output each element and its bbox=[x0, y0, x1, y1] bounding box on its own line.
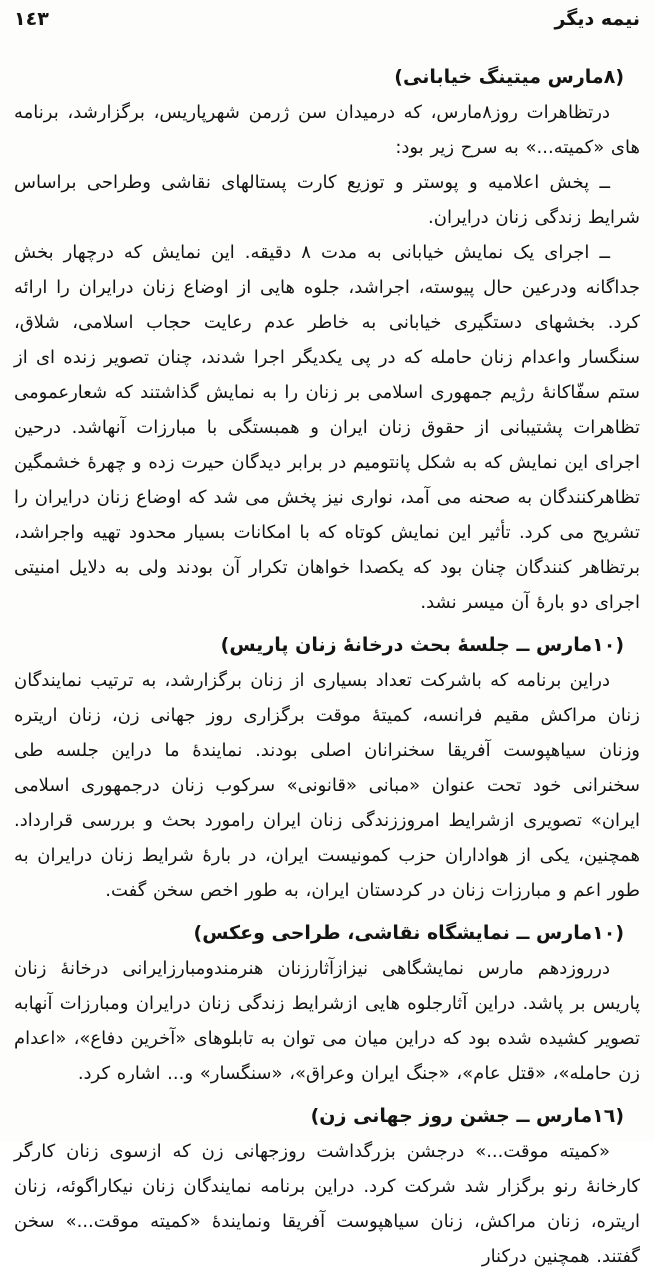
paragraph: ــ پخش اعلامیه و پوستر و توزیع کارت پستالهای نقاشی وطراحی براساس شرایط زندگی زنان درایران. bbox=[14, 172, 640, 228]
paragraph: «کمیته موقت...» درجشن بزرگداشت روزجهانی زن که ازسوی زنان کارگر کارخانۀ رنو برگزار شد شرکت کرد. دراین برنامه نمایندگان زنان نیکاراگوئه، زنان اریتره، زنان مراکش، زنان سیاهپوست آفریقا ونمایندۀ «کمیته موقت...» سخن گفتند. همچنین درکنار bbox=[14, 1141, 640, 1267]
section-heading-march16-womens-day-celebration: (١٦مارس ــ جشن روز جهانی زن) bbox=[310, 1105, 624, 1127]
section-heading-march8-street-meeting: (٨مارس میتینگ خیابانی) bbox=[394, 66, 624, 88]
section-heading-march10-art-exhibition: (١٠مارس ــ نمایشگاه نقاشی، طراحی وعکس) bbox=[193, 922, 624, 944]
paragraph: درروزدهم مارس نمایشگاهی نیزازآثارزنان هنرمندومبارزایرانی درخانۀ زنان پاریس بر پاشد. دراین آثارجلوه هایی ازشرایط زندگی زنان درایران ومبارزات آنهابه تصویر کشیده شده بود که دراین میان می توان به تابلوهای «آخرین دفاع»، «اعدام زن حامله»، «قتل عام»، «جنگ ایران وعراق»، «سنگسار» و... اشاره کرد. bbox=[14, 958, 640, 1084]
page-content bbox=[14, 64, 640, 1274]
section-heading-march10-discussion-session: (١٠مارس ــ جلسۀ بحث درخانۀ زنان پاریس) bbox=[220, 634, 624, 656]
paragraph: دراین برنامه که باشرکت تعداد بسیاری از زنان برگزارشد، به ترتیب نمایندگان زنان مراکش مقیم فرانسه، کمیتۀ موقت برگزاری روز جهانی زن، زنان اریتره وزنان سیاهپوست آفریقا سخنرانان اصلی بودند. نمایندۀ ما دراین جلسه طی سخنرانی خود تحت عنوان «مبانی «قانونی» سرکوب زنان درجمهوری اسلامی ایران» تصویری ازشرایط امروززندگی زنان ایران رامورد بحث و بررسی قرارداد. همچنین، یکی از هواداران حزب کمونیست ایران، در بارۀ شرایط زنان درایران به طور اعم و مبارزات زنان در کردستان ایران، به طور اخص سخن گفت. bbox=[14, 670, 640, 901]
page-number: ١٤٣ bbox=[14, 8, 49, 30]
paragraph: درتظاهرات روز٨مارس، که درمیدان سن ژرمن شهرپاریس، برگزارشد، برنامه های «کمیته...» به سرح زیر بود: bbox=[14, 102, 640, 158]
page-header bbox=[14, 8, 640, 30]
journal-title: نیمه دیگر bbox=[554, 8, 640, 30]
paragraph: ــ اجرای یک نمایش خیابانی به مدت ٨ دقیقه. این نمایش که درچهار بخش جداگانه ودرعین حال پیوسته، اجراشد، جلوه هایی از اوضاع زنان درایران را ارائه کرد. بخشهای دستگیری خیابانی به خاطر عدم رعایت حجاب اسلامی، شلاق، سنگسار واعدام زنان حامله که در پی یکدیگر اجرا شدند، چنان تصویر زنده ای از ستم سفّاکانۀ رژیم جمهوری اسلامی بر زنان را به نمایش گذاشتند که شعارعمومی تظاهرات پشتیبانی از حقوق زنان ایران و همبستگی با مبارزات آنهاشد. درحین اجرای این نمایش که به شکل پانتومیم در برابر دیدگان حیرت زده و چهرۀ خشمگین تظاهرکنندگان به صحنه می آمد، نواری نیز پخش می شد که اوضاع زنان درایران را تشریح می کرد. تأثیر این نمایش کوتاه که با امکانات بسیار محدود تهیه واجراشد، برتظاهر کنندگان چنان بود که یکصدا خواهان تکرار آن بودند ولی به دلایل امنیتی اجرای دو بارۀ آن میسر نشد. bbox=[14, 242, 640, 613]
